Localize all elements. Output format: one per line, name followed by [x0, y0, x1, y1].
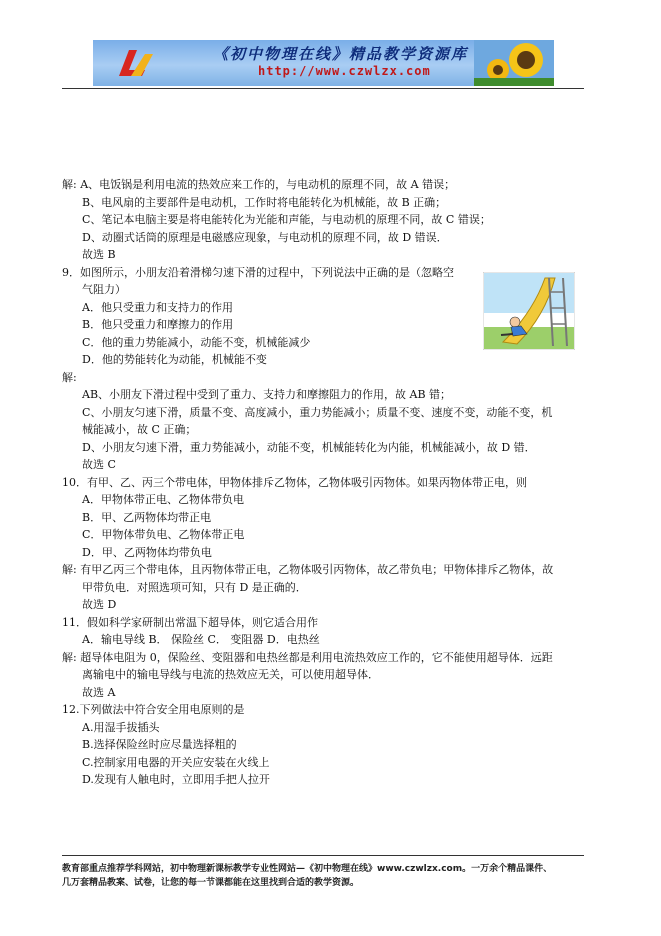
text-line: D．他的势能转化为动能，机械能不变 [82, 353, 267, 366]
text-line: 甲带负电．对照选项可知，只有 D 是正确的． [82, 580, 307, 594]
text-line: 故选 A [82, 685, 116, 699]
header-divider [62, 88, 584, 89]
text-line: A.用湿手拔插头 [82, 720, 160, 734]
text-line: 气阻力） [82, 283, 126, 296]
text-line: 械能减小，故 C 正确； [82, 423, 197, 436]
text-line: 11．假如科学家研制出常温下超导体，则它适合用作 [62, 615, 318, 629]
text-line: 10．有甲、乙、丙三个带电体，甲物体排斥乙物体，乙物体吸引丙物体。如果丙物体带正电，则 [62, 475, 527, 489]
text-line: D、动圈式话筒的原理是电磁感应现象，与电动机的原理不同，故 D 错误． [82, 230, 448, 244]
text-line: A．他只受重力和支持力的作用 [82, 300, 233, 314]
text-line: 故选 D [82, 598, 117, 611]
text-line: B．甲、乙两物体均带正电 [82, 510, 212, 524]
footer-line-2: 几万套精品教案、试卷，让您的每一节课都能在这里找到合适的教学资源。 [62, 878, 360, 888]
text-line: B.选择保险丝时应尽量选择粗的 [82, 738, 237, 751]
banner-url[interactable]: http://www.czwlzx.com [258, 64, 431, 78]
banner-title: 《初中物理在线》精品教学资源库 [213, 45, 469, 63]
slide-illustration [483, 272, 575, 350]
sunflower-icon [474, 40, 554, 86]
text-line: 离输电中的输电导线与电流的热效应无关，可以使用超导体． [82, 668, 379, 681]
logo-icon [115, 46, 155, 80]
footer [62, 862, 602, 890]
header-banner [93, 40, 554, 86]
text-line: 故选 B [82, 248, 116, 261]
text-line: 12.下列做法中符合安全用电原则的是 [62, 703, 245, 716]
text-line: D.发现有人触电时，立即用手把人拉开 [82, 773, 270, 786]
text-line: 9．如图所示，小朋友沿着滑梯匀速下滑的过程中，下列说法中正确的是（忽略空 [62, 265, 454, 279]
text-line: 解: 超导体电阻为 0，保险丝、变阻器和电热丝都是利用电流热效应工作的，它不能使用超导体．远距 [62, 650, 553, 664]
text-line: C.控制家用电器的开关应安装在火线上 [82, 755, 270, 769]
text-line: C．他的重力势能减小，动能不变，机械能减少 [82, 335, 311, 349]
text-line: 解: A、电饭锅是利用电流的热效应来工作的，与电动机的原理不同，故 A 错误； [62, 178, 456, 191]
text-line: C．甲物体带负电、乙物体带正电 [82, 528, 245, 541]
document-body [62, 176, 592, 789]
footer-line-1: 教育部重点推荐学科网站，初中物理新课标教学专业性网站—《初中物理在线》www.czwlzx.com。一万余个精品课件、 [62, 864, 553, 874]
text-line: A．甲物体带正电、乙物体带负电 [82, 493, 244, 506]
text-line: 故选 C [82, 458, 116, 471]
text-line: 解: [62, 370, 77, 384]
text-line: D、小朋友匀速下滑，重力势能减小，动能不变，机械能转化为内能，机械能减小，故 D 错． [82, 440, 536, 454]
text-line: B．他只受重力和摩擦力的作用 [82, 318, 234, 331]
text-line: C、笔记本电脑主要是将电能转化为光能和声能，与电动机的原理不同，故 C 错误； [82, 213, 491, 226]
text-line: D．甲、乙两物体均带负电 [82, 545, 212, 559]
text-line: B、电风扇的主要部件是电动机，工作时将电能转化为机械能，故 B 正确； [82, 195, 447, 209]
text-line: A．输电导线 B． 保险丝 C． 变阻器 D．电热丝 [82, 633, 320, 646]
text-line: AB、小朋友下滑过程中受到了重力、支持力和摩擦阻力的作用，故 AB 错； [82, 388, 452, 401]
footer-divider [62, 855, 584, 856]
text-line: 解: 有甲乙丙三个带电体，且丙物体带正电，乙物体吸引丙物体，故乙带负电；甲物体排斥乙物体，故 [62, 563, 554, 576]
text-line: C、小朋友匀速下滑，质量不变、高度减小，重力势能减小；质量不变、速度不变，动能不变，机 [82, 405, 553, 419]
